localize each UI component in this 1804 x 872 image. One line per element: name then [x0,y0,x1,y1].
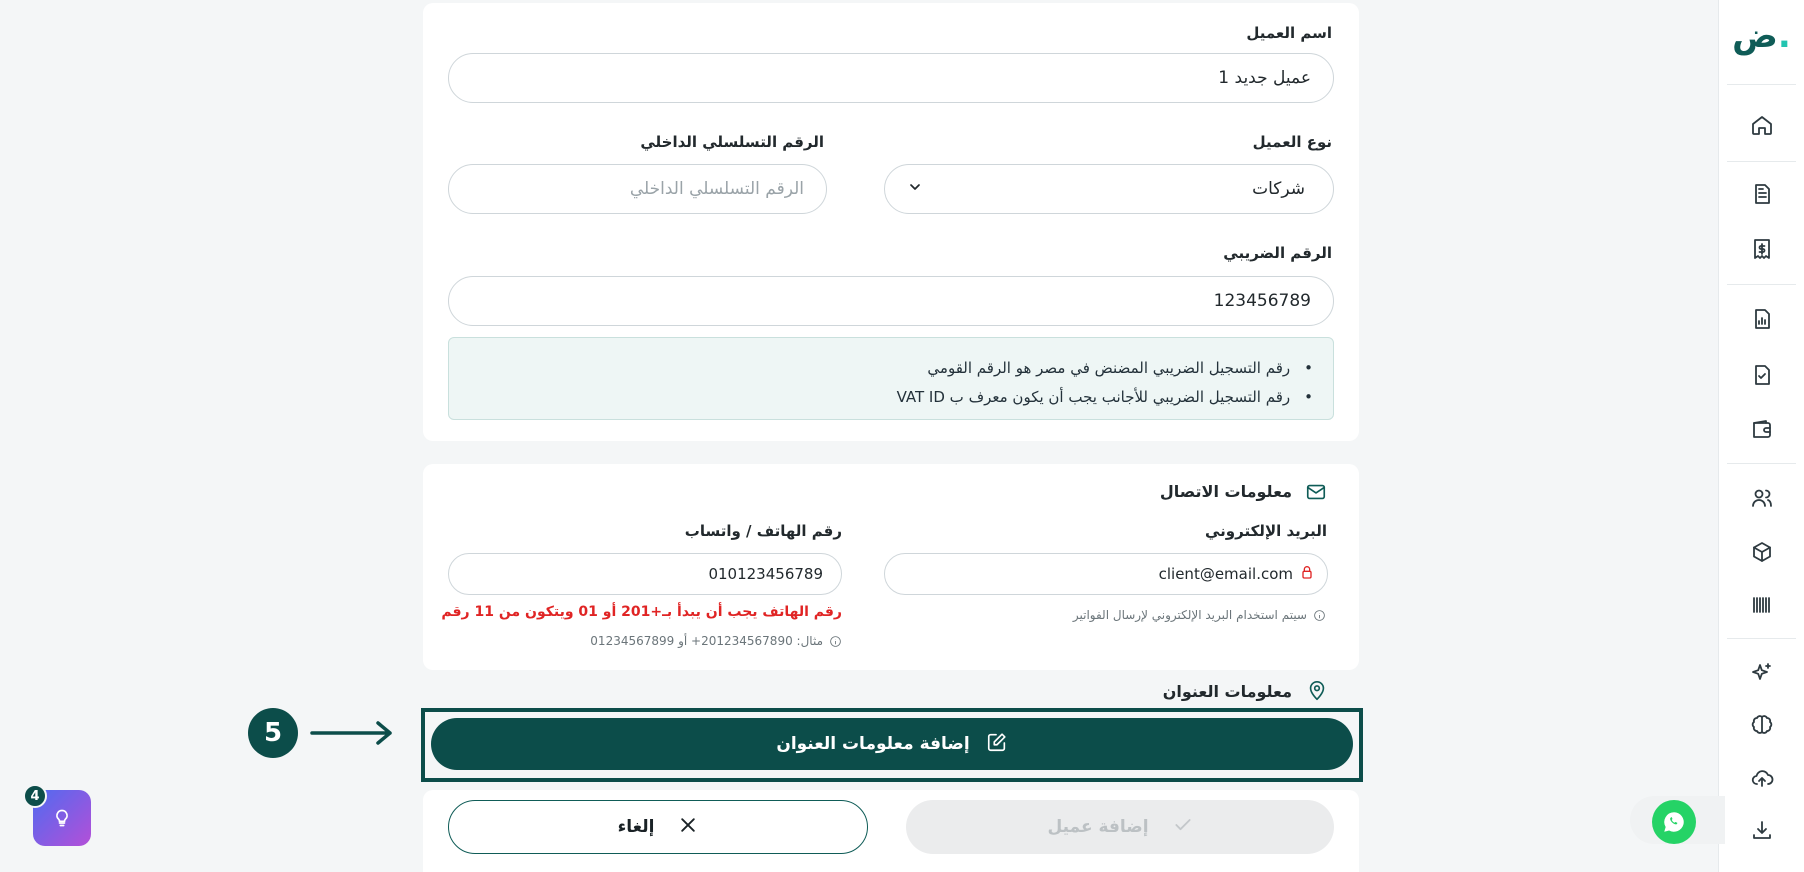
upload-cloud-icon[interactable] [1746,762,1778,794]
email-input[interactable]: client@email.com [884,553,1328,595]
app-logo[interactable]: ض. [1732,16,1791,56]
address-section-title: معلومات العنوان [1162,682,1292,701]
email-hint: سيتم استخدام البريد الإلكتروني لإرسال الفواتير [1073,608,1326,622]
client-type-select[interactable] [884,164,1334,214]
nav-divider [1727,84,1796,85]
home-icon[interactable] [1746,109,1778,141]
box-icon[interactable] [1746,536,1778,568]
whatsapp-button[interactable] [1652,800,1696,844]
sidebar [1718,0,1804,872]
phone-error: رقم الهاتف يجب أن يبدأ بـ+201 أو 01 ويتكون من 11 رقم [441,604,842,620]
tax-notice-box [448,337,1334,420]
serial-number-input[interactable]: الرقم التسلسلي الداخلي [448,164,827,214]
lock-icon [1299,564,1315,584]
tax-number-label: الرقم الضريبي [1223,244,1332,262]
tax-note-item: • رقم التسجيل الضريبي للأجانب يجب أن يكون معرف ب VAT ID [471,383,1313,412]
barcode-icon[interactable] [1746,589,1778,621]
nav-divider [1727,161,1796,162]
location-pin-icon [1306,680,1328,702]
client-type-value: شركات [1252,179,1305,199]
help-count-badge: 4 [23,784,47,808]
mail-icon [1305,481,1327,503]
phone-label: رقم الهاتف / واتساب [684,522,842,540]
client-type-label: نوع العميل [1252,133,1332,151]
add-address-button[interactable] [431,718,1353,770]
nav-divider [1727,638,1796,639]
receipt-icon[interactable] [1746,233,1778,265]
wallet-icon[interactable] [1746,413,1778,445]
add-client-label: إضافة عميل [1047,817,1149,837]
contact-section-title: معلومات الاتصال [1159,482,1292,501]
chevron-down-icon [907,179,923,200]
nav-divider [1727,463,1796,464]
add-address-label: إضافة معلومات العنوان [776,734,970,754]
download-icon[interactable] [1746,814,1778,846]
serial-number-label: الرقم التسلسلي الداخلي [640,133,824,151]
info-icon [829,635,842,648]
nav-divider [1727,284,1796,285]
whatsapp-icon [1661,809,1687,835]
tax-number-input[interactable]: 123456789 [448,276,1334,326]
document-icon[interactable] [1746,178,1778,210]
close-icon [678,815,698,840]
info-icon [1313,609,1326,622]
client-name-input[interactable]: عميل جديد 1 [448,53,1334,103]
add-client-button[interactable] [906,800,1334,854]
tutorial-arrow-icon [310,720,396,746]
users-icon[interactable] [1746,482,1778,514]
email-label: البريد الإلكتروني [1205,522,1327,540]
checklist-icon[interactable] [1746,359,1778,391]
brain-icon[interactable] [1746,709,1778,741]
edit-icon [986,731,1008,758]
tutorial-step-badge: 5 [248,708,298,758]
check-icon [1173,815,1193,840]
phone-input[interactable]: 010123456789 [448,553,842,595]
lightbulb-icon [52,808,72,828]
phone-hint: مثال: 201234567890+ أو 01234567899 [590,634,842,648]
client-name-label: اسم العميل [1246,24,1332,42]
tax-note-item: • رقم التسجيل الضريبي المضنض في مصر هو الرقم القومي [471,354,1313,383]
cancel-button[interactable] [448,800,868,854]
sparkles-icon[interactable] [1746,657,1778,689]
cancel-label: إلغاء [617,817,655,837]
report-icon[interactable] [1746,303,1778,335]
